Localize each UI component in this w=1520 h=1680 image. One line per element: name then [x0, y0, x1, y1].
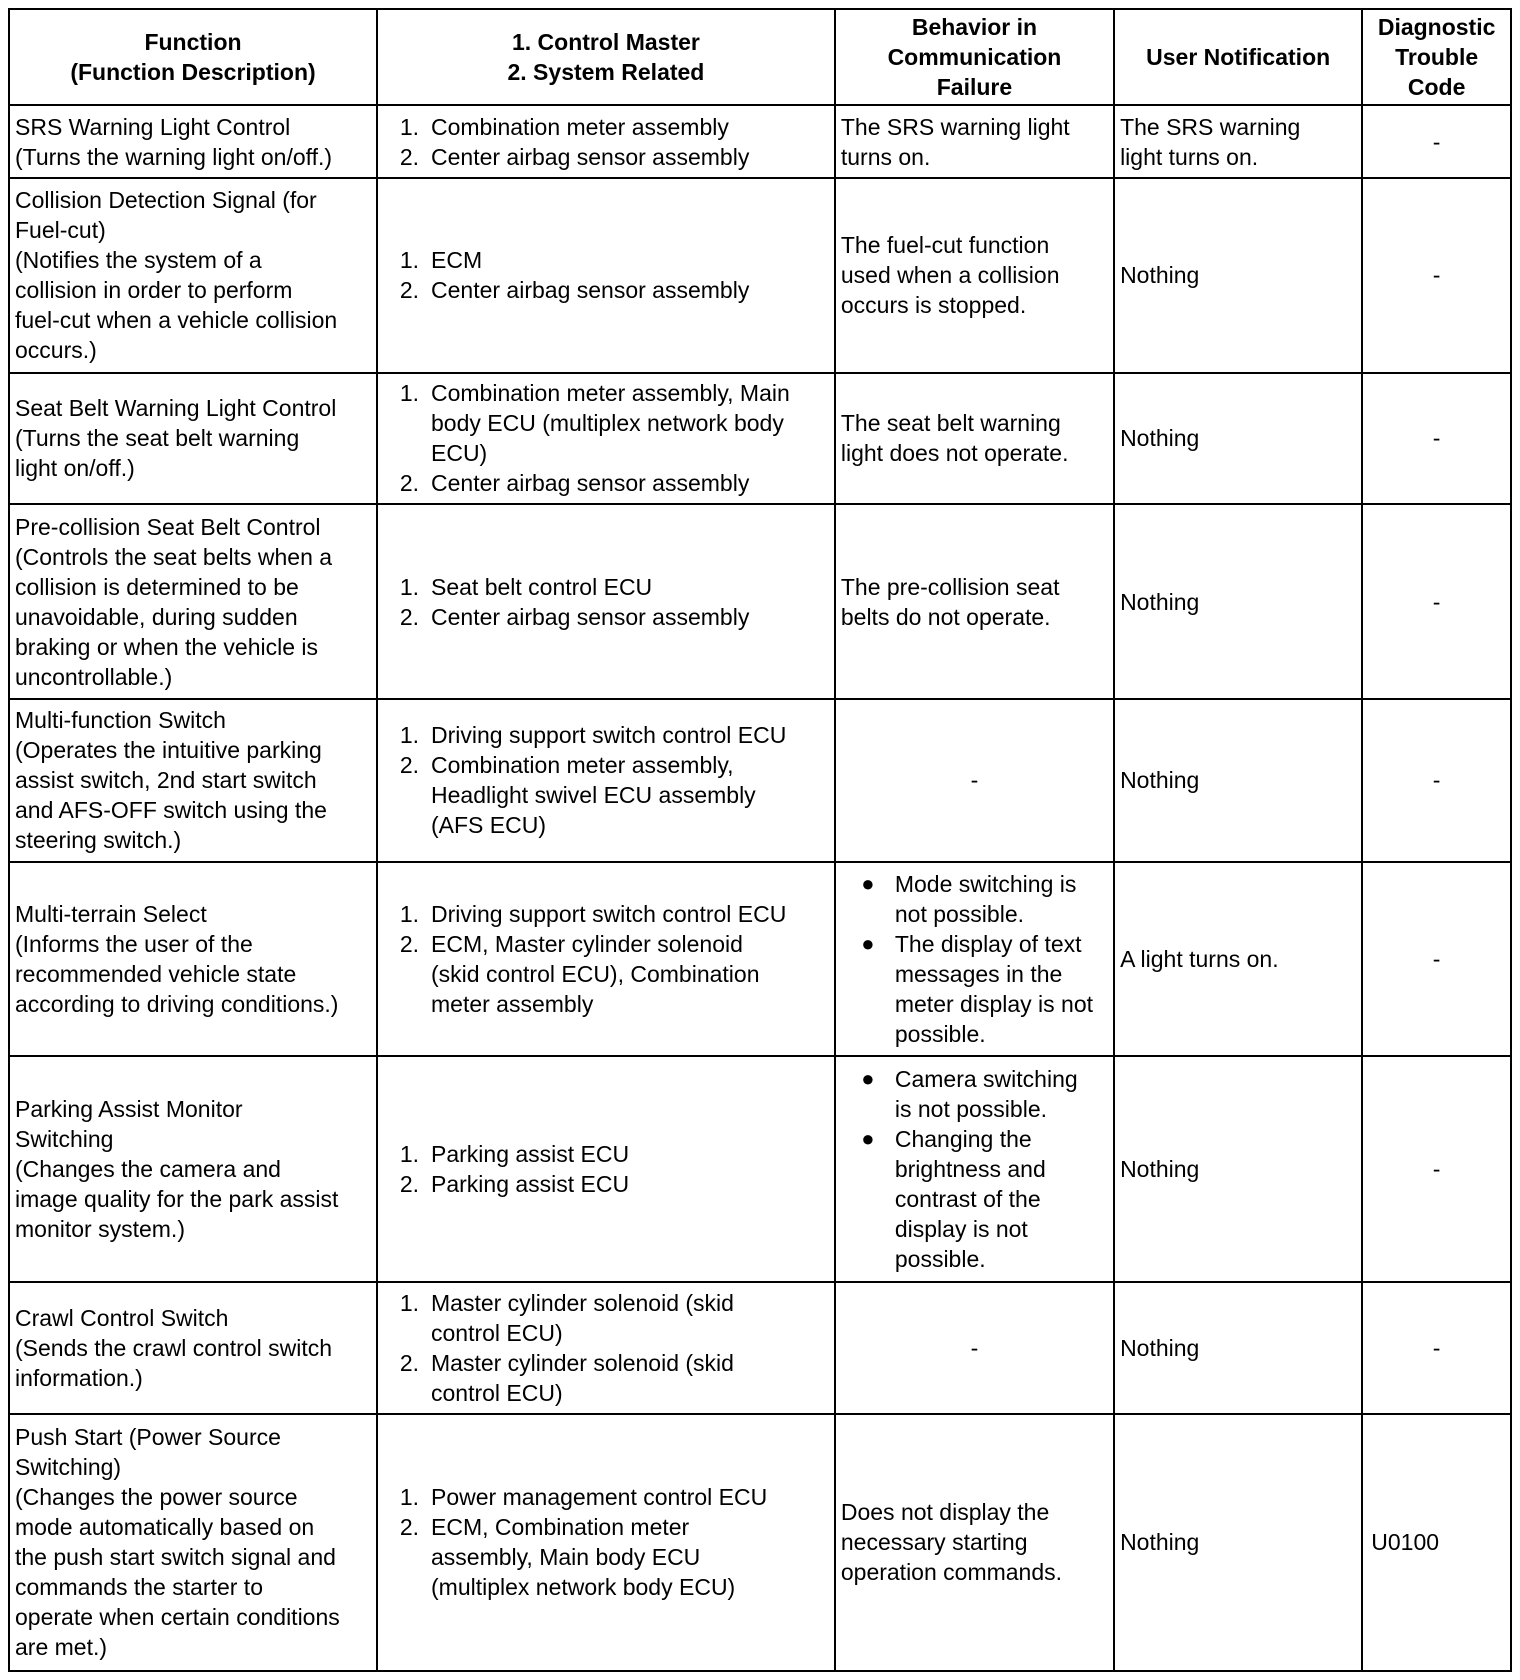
dtc-cell: - — [1362, 1056, 1511, 1282]
dtc-cell: - — [1362, 504, 1511, 698]
function-cell: Crawl Control Switch (Sends the crawl control switch information.) — [9, 1282, 377, 1414]
behavior-cell — [835, 862, 1114, 1056]
list-item: 2. Center airbag sensor assembly — [399, 603, 750, 630]
table-row — [9, 862, 1511, 1056]
behavior-cell: The fuel-cut function used when a collision occurs is stopped. — [835, 178, 1114, 372]
function-table — [8, 8, 1512, 1672]
function-cell: SRS Warning Light Control (Turns the warning light on/off.) — [9, 105, 377, 178]
table-row — [9, 699, 1511, 862]
table-row — [9, 1414, 1511, 1671]
dtc-cell: - — [1362, 699, 1511, 862]
notification-cell: A light turns on. — [1114, 862, 1362, 1056]
function-cell: Collision Detection Signal (for Fuel-cut) (Notifies the system of a collision in order to perform fuel-cut when a vehicle collision occurs.) — [9, 178, 377, 372]
list-item: 2. ECM, Combination meter assembly, Main body ECU (multiplex network body ECU) — [399, 1514, 736, 1601]
bullet-icon: ● — [861, 871, 875, 897]
dtc-cell: U0100 — [1362, 1414, 1511, 1671]
notification-cell: Nothing — [1114, 373, 1362, 505]
list-item: 1. Combination meter assembly, Main body ECU (multiplex network body ECU) — [399, 380, 790, 467]
list-item: 2. Center airbag sensor assembly — [399, 143, 750, 170]
dtc-cell: - — [1362, 373, 1511, 505]
header-row — [9, 9, 1511, 105]
header-user-notification: User Notification — [1114, 9, 1362, 105]
function-cell: Push Start (Power Source Switching) (Changes the power source mode automatically based on the push start switch signal and commands the starter to operate when certain conditions are met.) — [9, 1414, 377, 1671]
list-item: 2. Center airbag sensor assembly — [399, 470, 750, 497]
table-row — [9, 504, 1511, 698]
table-row — [9, 105, 1511, 178]
bullet-icon: ● — [861, 931, 875, 957]
control-cell — [377, 862, 835, 1056]
notification-cell: Nothing — [1114, 504, 1362, 698]
dtc-cell: - — [1362, 862, 1511, 1056]
list-item: 1. Seat belt control ECU — [399, 573, 653, 600]
notification-cell: The SRS warning light turns on. — [1114, 105, 1362, 178]
list-item: 2. Center airbag sensor assembly — [399, 277, 750, 304]
table-row — [9, 178, 1511, 372]
list-item: 1. Combination meter assembly — [399, 113, 729, 140]
control-cell — [377, 504, 835, 698]
dtc-cell: - — [1362, 178, 1511, 372]
behavior-cell: - — [835, 699, 1114, 862]
function-cell: Multi-function Switch (Operates the intuitive parking assist switch, 2nd start switch and AFS-OFF switch using the steering switch.) — [9, 699, 377, 862]
header-control-master: 1. Control Master 2. System Related — [377, 9, 835, 105]
list-item: 1. Parking assist ECU — [399, 1141, 630, 1168]
control-cell — [377, 1282, 835, 1414]
list-item: 2. Master cylinder solenoid (skid control ECU) — [399, 1349, 734, 1406]
list-item: 1. Driving support switch control ECU — [399, 901, 787, 928]
header-dtc: Diagnostic Trouble Code — [1362, 9, 1511, 105]
behavior-cell: Does not display the necessary starting operation commands. — [835, 1414, 1114, 1671]
list-item: ● The display of text messages in the meter display is not possible. — [841, 929, 1108, 1049]
list-item: ● Camera switching is not possible. — [841, 1064, 1108, 1124]
notification-cell: Nothing — [1114, 178, 1362, 372]
list-item: 2. Combination meter assembly, Headlight swivel ECU assembly (AFS ECU) — [399, 752, 756, 839]
function-cell: Pre-collision Seat Belt Control (Controls the seat belts when a collision is determined to be unavoidable, during sudden braking or when the vehicle is uncontrollable.) — [9, 504, 377, 698]
control-cell — [377, 105, 835, 178]
bullet-icon: ● — [861, 1066, 875, 1092]
header-behavior: Behavior in Communication Failure — [835, 9, 1114, 105]
function-cell: Multi-terrain Select (Informs the user of the recommended vehicle state according to driving conditions.) — [9, 862, 377, 1056]
dtc-cell: - — [1362, 1282, 1511, 1414]
notification-cell: Nothing — [1114, 1414, 1362, 1671]
notification-cell: Nothing — [1114, 699, 1362, 862]
function-cell: Parking Assist Monitor Switching (Changes the camera and image quality for the park assist monitor system.) — [9, 1056, 377, 1282]
bullet-icon: ● — [861, 1126, 875, 1152]
header-function: Function (Function Description) — [9, 9, 377, 105]
table-row — [9, 1282, 1511, 1414]
dtc-cell: - — [1362, 105, 1511, 178]
control-cell — [377, 699, 835, 862]
function-cell: Seat Belt Warning Light Control (Turns the seat belt warning light on/off.) — [9, 373, 377, 505]
list-item: 2. Parking assist ECU — [399, 1171, 630, 1198]
table-row — [9, 373, 1511, 505]
behavior-cell: The SRS warning light turns on. — [835, 105, 1114, 178]
behavior-cell: The seat belt warning light does not operate. — [835, 373, 1114, 505]
control-cell — [377, 373, 835, 505]
list-item: ● Mode switching is not possible. — [841, 869, 1108, 929]
control-cell — [377, 1414, 835, 1671]
behavior-cell: The pre-collision seat belts do not operate. — [835, 504, 1114, 698]
behavior-cell — [835, 1056, 1114, 1282]
control-cell — [377, 1056, 835, 1282]
list-item: ● Changing the brightness and contrast of the display is not possible. — [841, 1124, 1108, 1274]
notification-cell: Nothing — [1114, 1282, 1362, 1414]
list-item: 1. ECM — [399, 247, 483, 274]
behavior-cell: - — [835, 1282, 1114, 1414]
control-cell — [377, 178, 835, 372]
list-item: 1. Master cylinder solenoid (skid control ECU) — [399, 1289, 734, 1346]
table-row — [9, 1056, 1511, 1282]
notification-cell: Nothing — [1114, 1056, 1362, 1282]
list-item: 1. Driving support switch control ECU — [399, 722, 787, 749]
list-item: 1. Power management control ECU — [399, 1484, 768, 1511]
list-item: 2. ECM, Master cylinder solenoid (skid control ECU), Combination meter assembly — [399, 931, 760, 1018]
